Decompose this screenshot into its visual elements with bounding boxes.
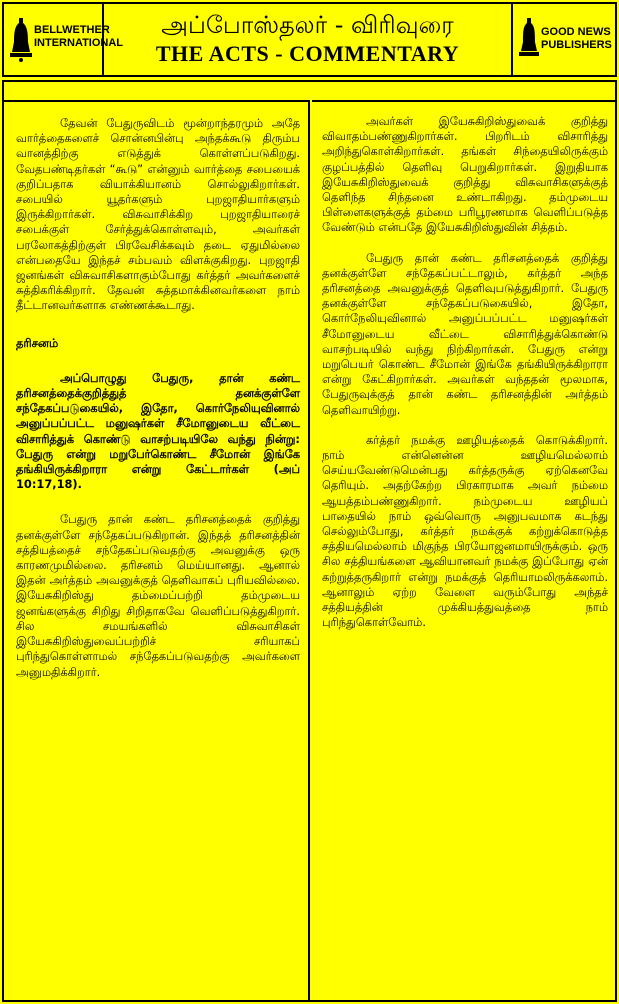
section-heading: தரிசனம் [16,335,59,350]
page-header [2,2,617,77]
good-news-logo-line2: PUBLISHERS [541,39,612,51]
right-column-top-rule [312,100,615,102]
bellwether-bell-icon [10,18,32,62]
left-paragraph-1: தேவன் பேதுருவிடம் மூன்றாந்தரமும் அதே வார்த்தைகளைச் சொன்னபின்பு அந்தக்கூடு திரும்ப வானத்திற்கு எடுத்துக் கொள்ளப்படுகிறது. வேதபண்டிதர்கள் “கூடு” என்னும் வார்த்தை சபையைக் குறிப்பதாக வியாக்கியானம் சொல்லுகிறார்கள். சபையில் யூதர்களும் புறஜாதியார்களும் இருக்கிறார்கள். விசுவாசிக்கிற புறஜாதியாரைச் சபைக்குள் சேர்த்துக்கொள்ளவும், அவர்கள் பரலோகத்திற்குள் பிரவேசிக்கவும் தடை ஏதுமில்லை என்பதையே இந்தச் சம்பவம் விளக்குகிறது. புறஜாதி ஜனங்கள் விசுவாசிகளாகும்போது கர்த்தர் அவர்களைச் சுத்திகரிக்கிறார். தேவன் சுத்தமாக்கினவர்களை நாம் தீட்டானவர்களாக எண்ணக்கூடாது. [16,116,300,313]
bellwether-logo-line1: BELLWETHER [34,24,110,36]
right-paragraph-3: கர்த்தர் நமக்கு ஊழியத்தைக் கொடுக்கிறார். நாம் என்னென்ன ஊழியமெல்லாம் செய்யவேண்டுமென்பது கர்த்தருக்கு ஏற்கெனவே தெரியும். அதற்கேற்ற பிரகாரமாக அவர் நம்மை ஆயத்தம்பண்ணுகிறார். நம்முடைய ஊழியப் பாதையில் நாம் ஒவ்வொரு அனுபவமாக கடந்து செல்லும்போது, கர்த்தர் நமக்குக் கற்றுக்கொடுத்த சத்தியமெல்லாம் மிகுந்த பிரயோஜனமாயிருக்கும். ஒரு சில சத்தியங்களை ஆவியானவர் நமக்கு இப்போது ஏன் கற்றுத்தருகிறார் என்று நமக்குத் தெரியாமலிருக்கலாம். ஆனாலும் ஏற்ற வேளை வரும்போது அந்தச் சத்தியத்தின் முக்கியத்துவத்தை நாம் புரிந்துகொள்வோம். [322,432,608,630]
left-paragraph-2: பேதுரு தான் கண்ட தரிசனத்தைக் குறித்து தனக்குள்ளே சந்தேகப்படுகிறான். இந்தத் தரிசனத்தின் சத்தியத்தைச் சந்தேகப்படுவதற்கு அவனுக்கு ஒரு காரணமுமில்லை. தரிசனம் மெய்யானது. ஆனால் இதன் அர்த்தம் அவனுக்குத் தெளிவாகப் புரியவில்லை. இயேசுகிறிஸ்து தம்மைப்பற்றி தம்முடைய ஜனங்களுக்கு சிறிது சிறிதாகவே வெளிப்படுத்துகிறார். சில சமயங்களில் விசுவாசிகள் இயேசுகிறிஸ்துவைப்பற்றிச் சரியாகப் புரிந்துகொள்ளாமல் சந்தேகப்படுவதற்கு அவர்களை அனுமதிக்கிறார். [16,512,300,679]
title-english: THE ACTS - COMMENTARY [155,41,460,66]
right-column-text [322,114,608,646]
right-paragraph-2: பேதுரு தான் கண்ட தரிசனத்தைக் குறித்து தனக்குள்ளே சந்தேகப்பட்டாலும், கர்த்தர் அந்த தரிசனத்தை அவனுக்குத் தெளிவுபடுத்துகிறார். பேதுரு தனக்குள்ளே சந்தேகப்படுகையில், இதோ, கொர்நேலியுவினால் அனுப்பப்பட்ட மனுஷர்கள் சீமோனுடைய வீட்டை விசாரித்துக்கொண்டு வாசற்படியில் வந்து நிற்கிறார்கள். பேதுரு என்று மறுபெயர் கொண்ட சீமோன் இங்கே தங்கியிருக்கிறாரா என்று கேட்கிறார்கள். அவர்கள் வந்ததன் மூலமாக, பேதுருவுக்குத் தான் கண்ட தரிசனத்தின் அர்த்தம் தெளிவாயிற்று. [322,250,608,417]
left-column-text [16,116,300,695]
good-news-logo-line1: GOOD NEWS [541,26,611,38]
bellwether-logo [4,4,124,75]
good-news-logo [511,4,615,75]
left-column [4,100,310,1000]
good-news-bell-icon [519,18,539,60]
scripture-quote: அப்பொழுது பேதுரு, தான் கண்ட தரிசனத்தைக்குறித்துத் தனக்குள்ளே சந்தேகப்படுகையில், இதோ, கொர்நேலியுவினால் அனுப்பப்பட்ட மனுஷர்கள் சீமோனுடைய வீட்டை விசாரித்துக் கொண்டு வாசற்படியிலே வந்து நின்று: பேதுரு என்று மறுபேர்கொண்ட சீமோன் இங்கே தங்கியிருக்கிறாரா என்று கேட்டார்கள் (அப் 10:17,18). [16,370,300,492]
bellwether-logo-line2: INTERNATIONAL [34,37,124,49]
title-tamil: அப்போஸ்தலர் - விரிவுரை [161,11,454,39]
title-block [104,4,511,75]
left-column-top-rule [4,100,308,102]
right-paragraph-1: அவர்கள் இயேசுகிறிஸ்துவைக் குறித்து விவாதம்பண்ணுகிறார்கள். பிறரிடம் விசாரித்து அறிந்துகொள்கிறார்கள். தங்கள் சிந்தையிலிருக்கும் குழப்பத்தில் தெளிவு பெறுகிறார்கள். இறுதியாக இயேசுகிறிஸ்துவைக் குறித்து விசுவாசிகளுக்குத் தெளிந்த சிந்தனை உண்டாகிறது. தம்முடைய பிள்ளைகளுக்குத் தம்மை பரிபூரணமாக வெளிப்படுத்த வேண்டும் என்பதே இயேசுகிறிஸ்துவின் சித்தம். [322,114,608,235]
content-frame [2,80,617,1002]
right-column [312,100,615,1000]
